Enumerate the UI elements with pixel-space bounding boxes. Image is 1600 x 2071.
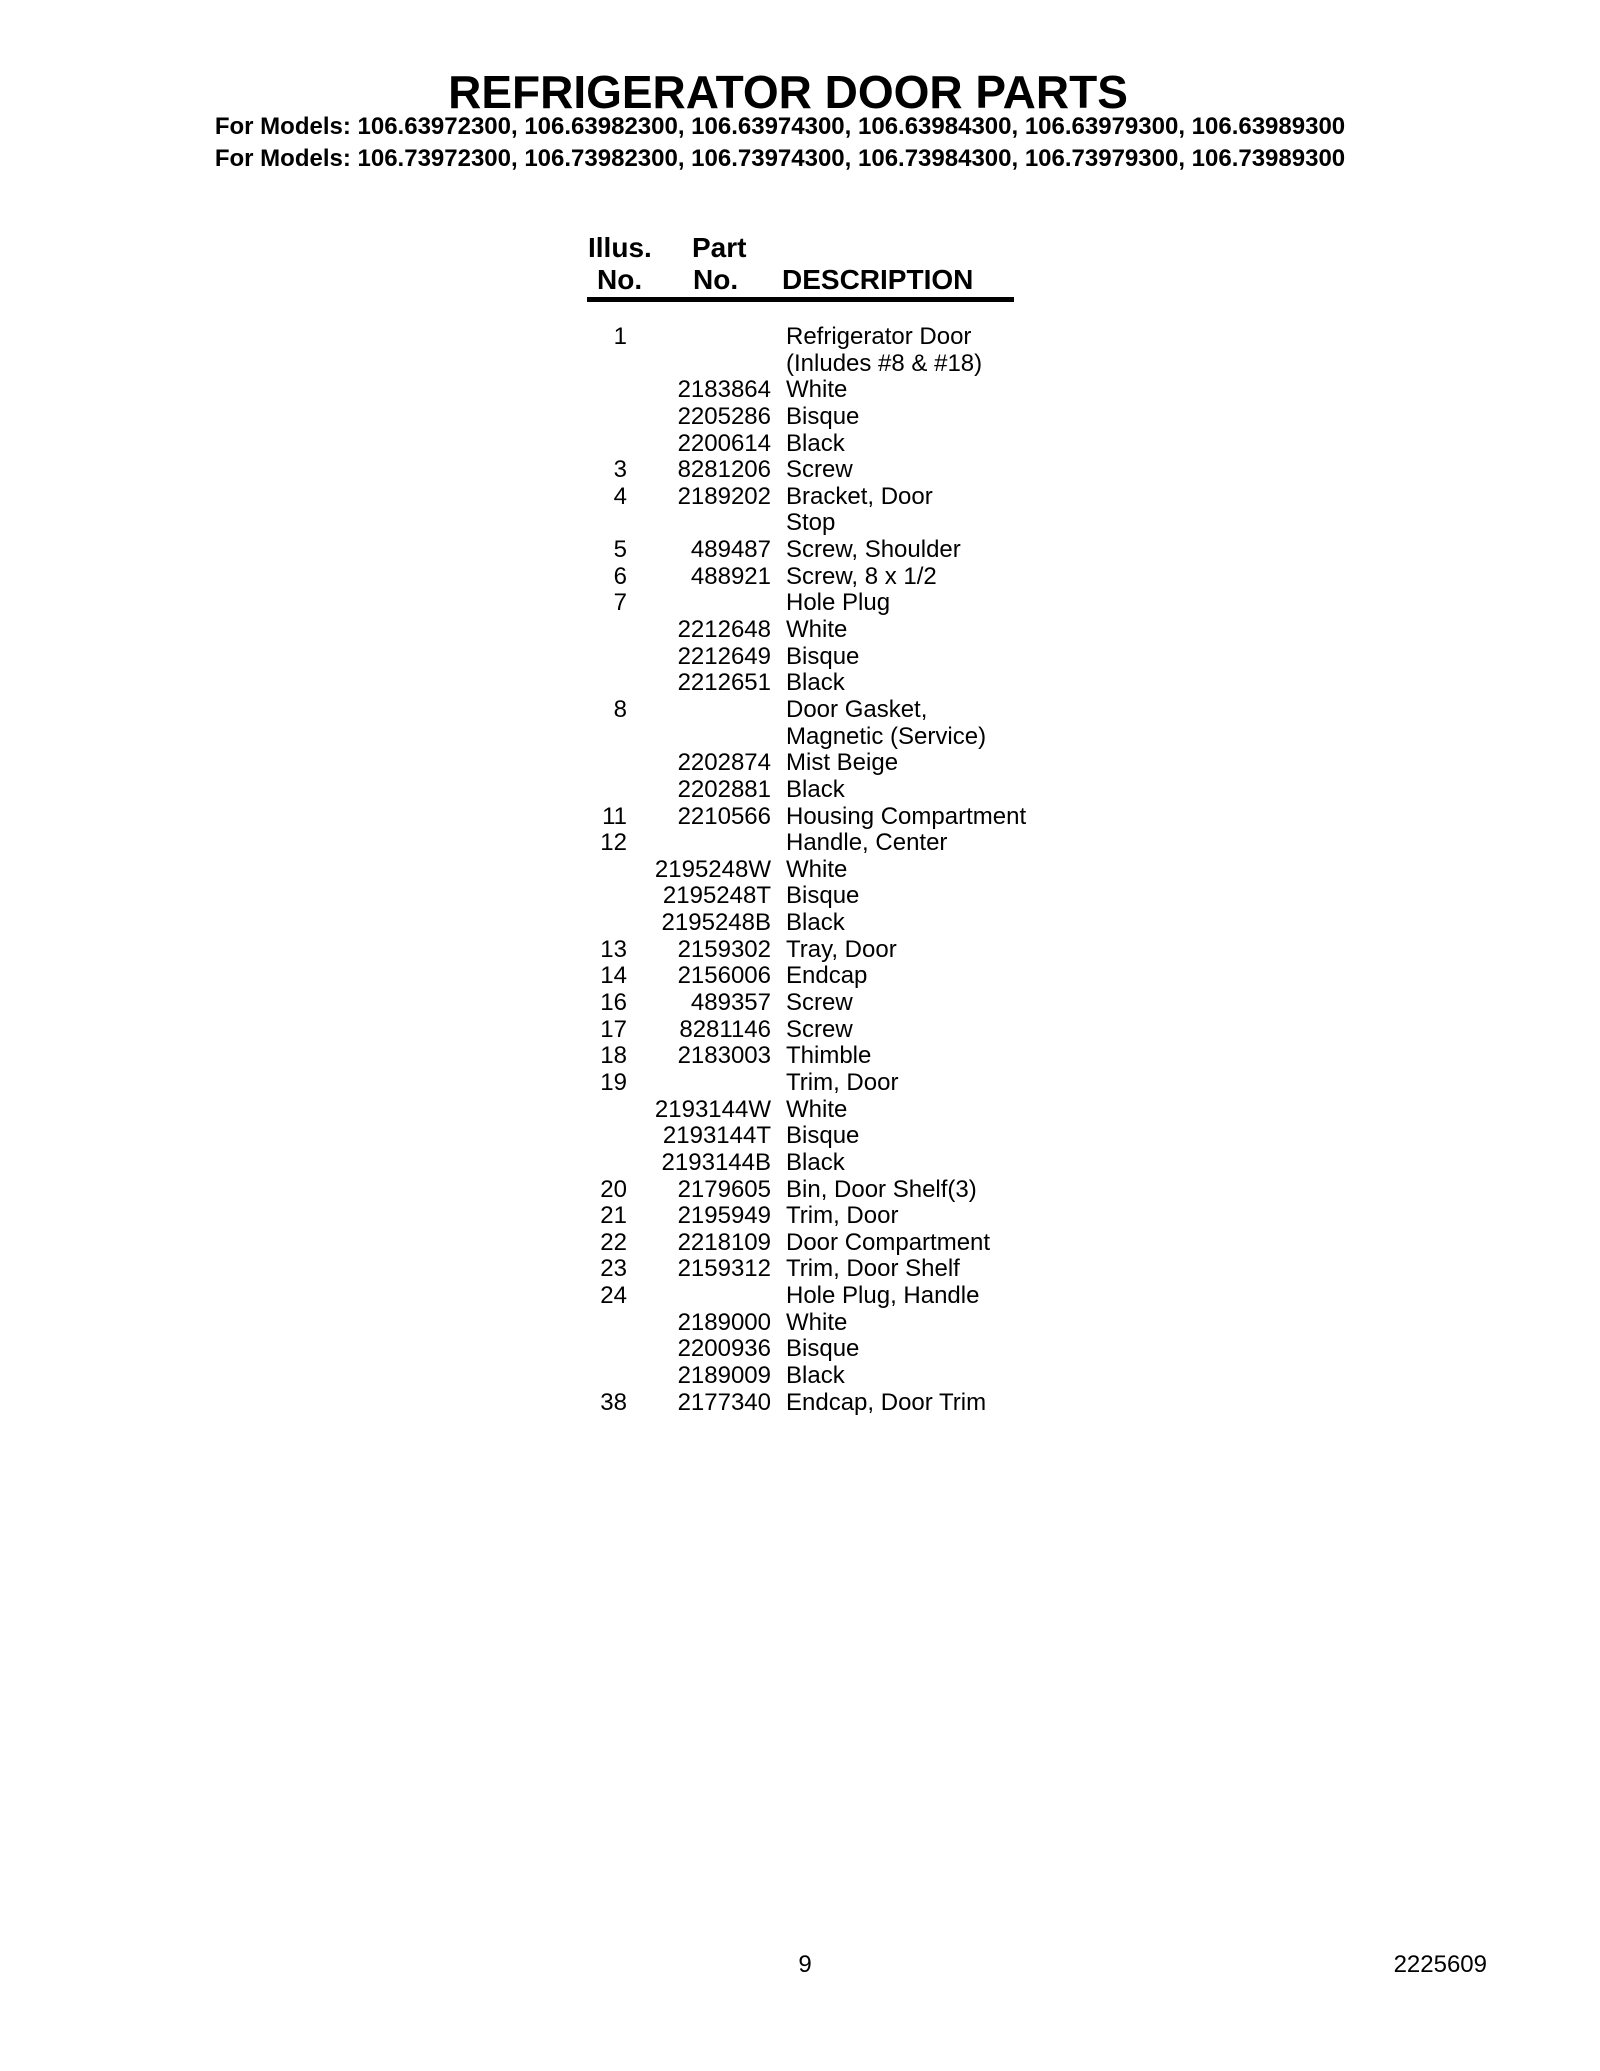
- model-list: [0, 111, 1560, 175]
- description-cell: Bracket, Door: [786, 482, 933, 510]
- illus-no-cell: 13: [600, 935, 627, 963]
- illus-no-cell: 5: [613, 536, 627, 564]
- table-row: [555, 990, 1175, 1017]
- part-no-cell: 2193144W: [654, 1095, 771, 1123]
- part-no-cell: 2179605: [677, 1175, 771, 1203]
- illus-no-cell: 8: [613, 695, 627, 723]
- illus-no-cell: [555, 724, 627, 751]
- description-cell: Black: [786, 775, 845, 803]
- illus-no-cell: 11: [602, 802, 627, 830]
- description-cell: Thimble: [786, 1042, 872, 1070]
- illus-no-cell: 16: [600, 989, 627, 1017]
- description-cell: Magnetic (Service): [786, 722, 987, 750]
- description-cell: Endcap, Door Trim: [786, 1388, 987, 1416]
- model-line-1: For Models: 106.63972300, 106.63982300, 106.63974300, 106.63984300, 106.63979300, 106.63989300: [214, 113, 1346, 140]
- table-row: [555, 1123, 1175, 1150]
- description-cell: Endcap: [786, 962, 868, 990]
- illus-no-cell: 1: [613, 323, 627, 350]
- part-no-cell: 2218109: [677, 1228, 771, 1256]
- table-row: [555, 830, 1175, 857]
- part-no-cell: 2159302: [677, 935, 771, 963]
- part-no-cell: 2200614: [677, 429, 771, 457]
- description-cell: Handle, Center: [786, 829, 948, 857]
- description-cell: Bisque: [786, 1122, 860, 1150]
- part-no-cell: 8281146: [679, 1015, 771, 1043]
- part-no-cell: 2202881: [677, 775, 771, 803]
- part-no-cell: 2189009: [677, 1361, 771, 1389]
- illus-no-cell: 14: [600, 962, 627, 990]
- part-no-cell: [627, 510, 771, 537]
- description-cell: Trim, Door: [786, 1068, 899, 1096]
- illus-no-cell: [555, 510, 627, 537]
- description-cell: Tray, Door: [786, 935, 897, 963]
- illus-no-cell: 4: [613, 482, 627, 510]
- table-row: [555, 697, 1175, 724]
- table-row: [555, 1070, 1175, 1097]
- table-row: [555, 510, 1175, 537]
- description-cell: Screw, Shoulder: [786, 536, 961, 564]
- table-row: [555, 1363, 1175, 1390]
- illus-no-cell: 12: [600, 829, 627, 857]
- illus-no-cell: 7: [613, 589, 627, 617]
- part-no-cell: 2212651: [677, 669, 771, 697]
- table-row: [555, 883, 1175, 910]
- table-row: [555, 724, 1175, 751]
- part-no-cell: [627, 590, 771, 617]
- description-cell: Black: [786, 1361, 845, 1389]
- table-row: [555, 750, 1175, 777]
- part-no-cell: 2200936: [677, 1335, 771, 1363]
- description-cell: Bisque: [786, 402, 860, 430]
- illus-no-cell: [555, 404, 627, 431]
- description-cell: Hole Plug, Handle: [786, 1282, 980, 1310]
- part-no-cell: 8281206: [677, 456, 771, 484]
- document-number: 2225609: [1393, 1951, 1487, 1978]
- part-no-cell: 489357: [690, 989, 771, 1017]
- header-underline: [587, 297, 1014, 302]
- illus-no-cell: 23: [600, 1255, 627, 1283]
- header-illus-label: Illus.: [588, 232, 652, 263]
- part-no-cell: [627, 324, 771, 351]
- table-row: [555, 377, 1175, 404]
- table-row: [555, 324, 1175, 351]
- part-no-cell: 2183864: [677, 376, 771, 404]
- table-row: [555, 484, 1175, 511]
- description-cell: Door Gasket,: [786, 695, 928, 723]
- part-no-cell: [627, 724, 771, 751]
- illus-no-cell: [555, 1310, 627, 1337]
- header-part-label: Part: [692, 232, 747, 263]
- description-cell: Door Compartment: [786, 1228, 991, 1256]
- description-cell: Trim, Door Shelf: [786, 1255, 960, 1283]
- part-no-cell: 2210566: [677, 802, 771, 830]
- illus-no-cell: 18: [600, 1042, 627, 1070]
- part-no-cell: 2195949: [677, 1202, 771, 1230]
- part-no-cell: 2202874: [677, 749, 771, 777]
- table-row: [555, 1203, 1175, 1230]
- part-no-cell: 2193144T: [662, 1122, 771, 1150]
- part-no-cell: [627, 697, 771, 724]
- description-cell: Screw: [786, 456, 853, 484]
- table-row: [555, 1177, 1175, 1204]
- illus-no-cell: [555, 1150, 627, 1177]
- illus-no-cell: 22: [600, 1228, 627, 1256]
- page-title: REFRIGERATOR DOOR PARTS: [448, 66, 1128, 118]
- part-no-cell: 2212649: [677, 642, 771, 670]
- illus-no-cell: [555, 431, 627, 458]
- table-row: [555, 777, 1175, 804]
- illus-no-cell: 19: [600, 1068, 627, 1096]
- illus-no-cell: 20: [600, 1175, 627, 1203]
- table-row: [555, 1336, 1175, 1363]
- description-cell: Screw, 8 x 1/2: [786, 562, 937, 590]
- table-row: [555, 431, 1175, 458]
- description-cell: Black: [786, 429, 845, 457]
- table-body: [555, 324, 1175, 1416]
- part-no-cell: [627, 1283, 771, 1310]
- description-cell: Bisque: [786, 642, 860, 670]
- table-row: [555, 857, 1175, 884]
- part-no-cell: 489487: [690, 536, 771, 564]
- description-cell: Stop: [786, 509, 836, 537]
- table-row: [555, 1017, 1175, 1044]
- table-row: [555, 644, 1175, 671]
- part-no-cell: [627, 830, 771, 857]
- illus-no-cell: [555, 883, 627, 910]
- part-no-cell: [627, 351, 771, 378]
- part-no-cell: 2183003: [677, 1042, 771, 1070]
- illus-no-cell: 38: [600, 1388, 627, 1416]
- table-row: [555, 910, 1175, 937]
- illus-no-cell: [555, 857, 627, 884]
- part-no-cell: 2193144B: [661, 1148, 771, 1176]
- part-no-cell: 2212648: [677, 616, 771, 644]
- illus-no-cell: [555, 750, 627, 777]
- part-no-cell: 2195248W: [654, 855, 771, 883]
- table-row: [555, 1230, 1175, 1257]
- description-cell: White: [786, 376, 848, 404]
- illus-no-cell: 21: [600, 1202, 627, 1230]
- header-description-label: DESCRIPTION: [782, 264, 974, 295]
- table-row: [555, 804, 1175, 831]
- description-cell: (Inludes #8 & #18): [786, 349, 983, 377]
- illus-no-cell: [555, 617, 627, 644]
- part-no-cell: 2189000: [677, 1308, 771, 1336]
- part-no-cell: 2205286: [677, 402, 771, 430]
- illus-no-cell: [555, 351, 627, 378]
- header-illus-no-label: No.: [597, 264, 643, 295]
- part-no-cell: 2177340: [677, 1388, 771, 1416]
- part-no-cell: 2159312: [677, 1255, 771, 1283]
- description-cell: White: [786, 616, 848, 644]
- table-row: [555, 590, 1175, 617]
- table-row: [555, 617, 1175, 644]
- description-cell: Bin, Door Shelf(3): [786, 1175, 977, 1203]
- table-row: [555, 1283, 1175, 1310]
- table-row: [555, 1097, 1175, 1124]
- table-row: [555, 963, 1175, 990]
- illus-no-cell: [555, 1123, 627, 1150]
- illus-no-cell: [555, 1336, 627, 1363]
- description-cell: Black: [786, 1148, 845, 1176]
- part-no-cell: [627, 1070, 771, 1097]
- description-cell: White: [786, 1308, 848, 1336]
- page-number: 9: [798, 1951, 812, 1978]
- illus-no-cell: [555, 1097, 627, 1124]
- description-cell: White: [786, 1095, 848, 1123]
- illus-no-cell: [555, 777, 627, 804]
- description-cell: Housing Compartment: [786, 802, 1027, 830]
- table-row: [555, 457, 1175, 484]
- table-row: [555, 1310, 1175, 1337]
- table-row: [555, 351, 1175, 378]
- table-row: [555, 1043, 1175, 1070]
- table-row: [555, 1256, 1175, 1283]
- description-cell: Refrigerator Door: [786, 323, 972, 350]
- table-row: [555, 1390, 1175, 1417]
- part-no-cell: 2195248T: [662, 882, 771, 910]
- illus-no-cell: 24: [600, 1282, 627, 1310]
- illus-no-cell: [555, 1363, 627, 1390]
- description-cell: White: [786, 855, 848, 883]
- table-row: [555, 937, 1175, 964]
- table-row: [555, 404, 1175, 431]
- part-no-cell: 2156006: [677, 962, 771, 990]
- model-line-2: For Models: 106.73972300, 106.73982300, 106.73974300, 106.73984300, 106.73979300, 106.73989300: [214, 145, 1346, 172]
- description-cell: Screw: [786, 1015, 853, 1043]
- illus-no-cell: 3: [613, 456, 627, 484]
- table-row: [555, 670, 1175, 697]
- table-row: [555, 537, 1175, 564]
- illus-no-cell: 17: [600, 1015, 627, 1043]
- description-cell: Mist Beige: [786, 749, 899, 777]
- part-no-cell: 488921: [690, 562, 771, 590]
- description-cell: Bisque: [786, 1335, 860, 1363]
- table-row: [555, 1150, 1175, 1177]
- illus-no-cell: 6: [613, 562, 627, 590]
- header-part-no-label: No.: [693, 264, 739, 295]
- part-no-cell: 2195248B: [661, 909, 771, 937]
- table-row: [555, 564, 1175, 591]
- description-cell: Black: [786, 669, 845, 697]
- illus-no-cell: [555, 644, 627, 671]
- description-cell: Bisque: [786, 882, 860, 910]
- illus-no-cell: [555, 910, 627, 937]
- description-cell: Trim, Door: [786, 1202, 899, 1230]
- illus-no-cell: [555, 377, 627, 404]
- description-cell: Hole Plug: [786, 589, 891, 617]
- illus-no-cell: [555, 670, 627, 697]
- description-cell: Screw: [786, 989, 853, 1017]
- part-no-cell: 2189202: [677, 482, 771, 510]
- description-cell: Black: [786, 909, 845, 937]
